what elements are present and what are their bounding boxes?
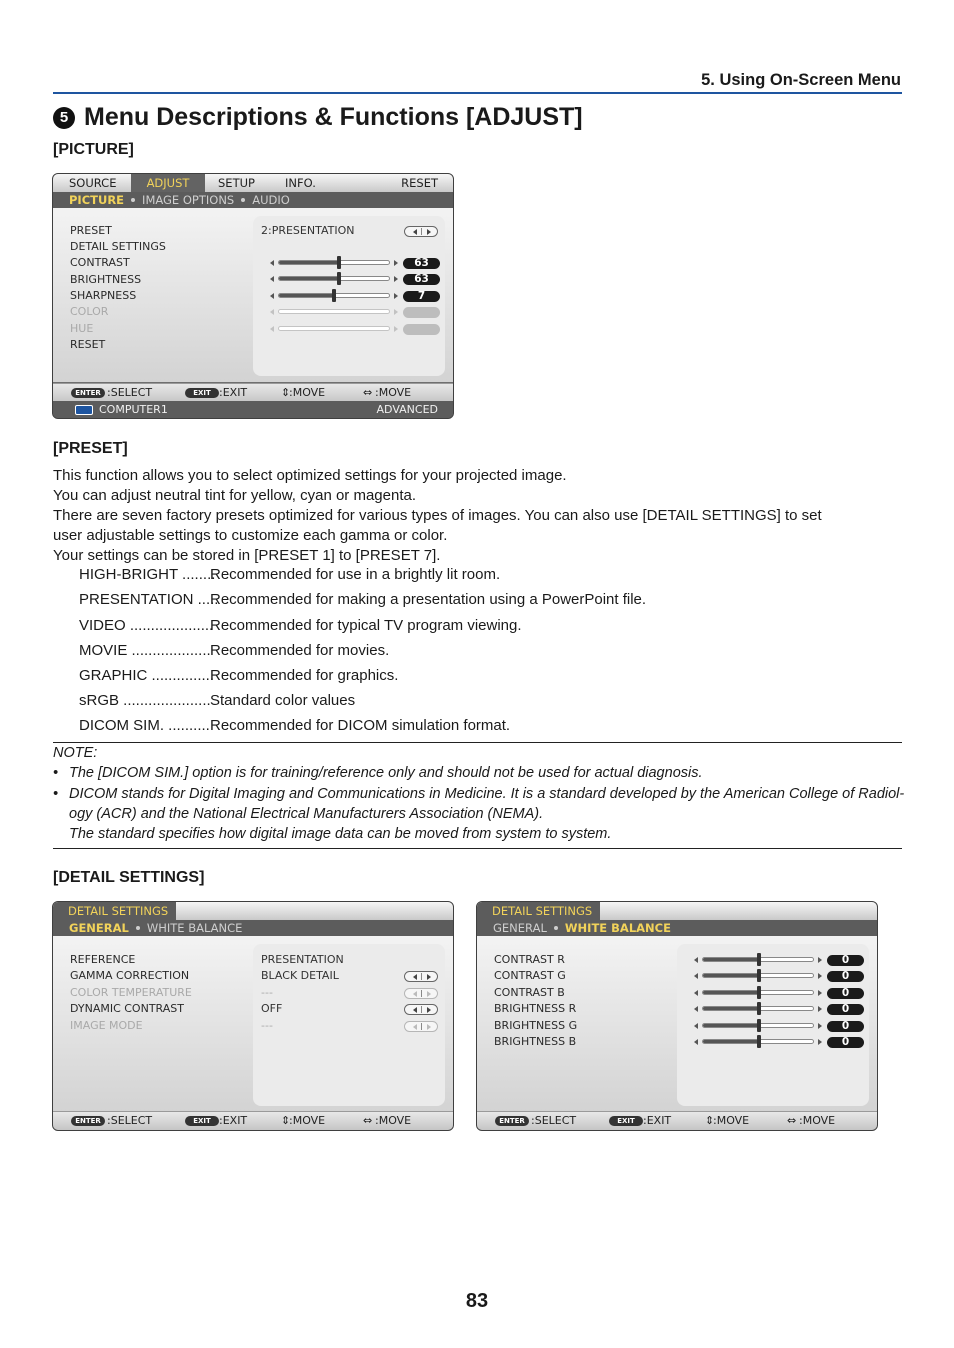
preset-name: PRESENTATION ..... xyxy=(79,591,219,608)
detail-general-osd-menu xyxy=(52,901,454,1131)
note-bullet xyxy=(53,763,902,783)
preset-list-item xyxy=(79,692,355,709)
separator-dot-icon xyxy=(136,926,140,930)
sharpness-value: 7 xyxy=(403,291,440,302)
exit-key-icon: EXIT xyxy=(609,1116,643,1126)
image-mode-selector xyxy=(404,1021,438,1032)
separator-dot-icon xyxy=(131,198,135,202)
preset-paragraph: Your settings can be stored in [PRESET 1] to [PRESET 7]. xyxy=(53,547,441,564)
subtab-general[interactable]: GENERAL xyxy=(69,921,129,935)
preset-value: 2:PRESENTATION xyxy=(261,224,355,237)
preset-paragraph: user adjustable settings to customize each gamma or color. xyxy=(53,527,448,544)
preset-heading: [PRESET] xyxy=(53,440,128,457)
contrast-b-value: 0 xyxy=(827,988,864,999)
separator-dot-icon xyxy=(554,926,558,930)
menu-item-contrast[interactable]: CONTRAST xyxy=(70,256,130,269)
subtab-general[interactable]: GENERAL xyxy=(493,921,547,935)
menu-item-brightness[interactable]: BRIGHTNESS xyxy=(70,273,142,286)
picture-osd-menu xyxy=(52,173,454,419)
note-text-continued: The standard specifies how digital image data can be moved from system to system. xyxy=(69,826,612,842)
osd-body xyxy=(53,208,453,382)
note-bullet xyxy=(53,784,905,804)
dynamic-contrast-value: OFF xyxy=(261,1002,283,1015)
left-arrow-icon xyxy=(270,326,274,332)
slider-handle[interactable] xyxy=(757,1019,761,1032)
move-leftright-hint: :MOVE xyxy=(375,1114,412,1127)
right-arrow-icon xyxy=(427,1007,431,1013)
leftright-arrows-icon: ⇔ xyxy=(363,1114,373,1127)
tab-reset[interactable]: RESET xyxy=(401,176,438,190)
move-leftright-hint: :MOVE xyxy=(799,1114,836,1127)
osd-tab-bar xyxy=(53,174,453,193)
left-arrow-icon xyxy=(413,229,417,235)
contrast-b-slider[interactable] xyxy=(702,990,814,995)
exit-hint: :EXIT xyxy=(219,386,248,399)
sharpness-slider[interactable] xyxy=(278,293,390,298)
contrast-slider[interactable] xyxy=(278,260,390,265)
exit-hint: :EXIT xyxy=(643,1114,672,1127)
move-leftright-hint: :MOVE xyxy=(375,386,412,399)
left-arrow-icon xyxy=(413,1024,417,1030)
preset-paragraph: There are seven factory presets optimized for various types of images. You can also use [DETAIL SETTINGS] to set xyxy=(53,507,822,524)
subtab-image-options[interactable]: IMAGE OPTIONS xyxy=(142,193,235,207)
menu-item-reference[interactable]: REFERENCE xyxy=(70,953,136,966)
left-arrow-icon[interactable] xyxy=(694,1023,698,1029)
right-arrow-icon xyxy=(394,309,398,315)
right-arrow-icon xyxy=(394,326,398,332)
menu-item-preset[interactable]: PRESET xyxy=(70,224,112,237)
left-arrow-icon[interactable] xyxy=(270,260,274,266)
menu-item-contrast-g[interactable]: CONTRAST G xyxy=(494,969,566,982)
osd-subtab-bar xyxy=(53,920,453,936)
note-text-continued: ogy (ACR) and the National Electrical Manufacturers Association (NEMA). xyxy=(69,806,544,822)
right-arrow-icon[interactable] xyxy=(394,260,398,266)
left-arrow-icon xyxy=(413,974,417,980)
detail-settings-heading: [DETAIL SETTINGS] xyxy=(53,869,205,886)
contrast-r-value: 0 xyxy=(827,955,864,966)
tab-source[interactable]: SOURCE xyxy=(69,176,117,190)
menu-item-detail-settings[interactable]: DETAIL SETTINGS xyxy=(70,240,166,253)
dynamic-contrast-selector[interactable] xyxy=(404,1004,438,1015)
color-temperature-value: --- xyxy=(261,986,273,999)
preset-list-item xyxy=(79,617,522,634)
color-value xyxy=(403,307,440,318)
enter-key-icon: ENTER xyxy=(71,388,105,398)
osd-tab-bar xyxy=(53,902,453,921)
color-slider xyxy=(278,309,390,314)
right-arrow-icon[interactable] xyxy=(818,957,822,963)
preset-paragraph: This function allows you to select optimized settings for your projected image. xyxy=(53,467,567,484)
enter-key-icon: ENTER xyxy=(495,1116,529,1126)
subtab-picture[interactable]: PICTURE xyxy=(69,193,125,207)
brightness-g-value: 0 xyxy=(827,1021,864,1032)
contrast-r-slider[interactable] xyxy=(702,957,814,962)
menu-item-brightness-r[interactable]: BRIGHTNESS R xyxy=(494,1002,577,1015)
slider-handle[interactable] xyxy=(337,256,341,269)
slider-handle[interactable] xyxy=(757,1035,761,1048)
left-arrow-icon[interactable] xyxy=(270,276,274,282)
right-arrow-icon xyxy=(427,974,431,980)
gamma-selector[interactable] xyxy=(404,971,438,982)
detail-white-balance-osd-menu xyxy=(476,901,878,1131)
osd-subtab-bar xyxy=(477,920,877,936)
panel-title: DETAIL SETTINGS xyxy=(477,902,600,920)
preset-name: MOVIE ................... xyxy=(79,642,211,659)
preset-name: sRGB ..................... xyxy=(79,692,211,709)
leftright-arrows-icon: ⇔ xyxy=(787,1114,797,1127)
left-arrow-icon xyxy=(270,309,274,315)
contrast-g-slider[interactable] xyxy=(702,973,814,978)
preset-name: HIGH-BRIGHT ........ xyxy=(79,566,216,583)
osd-subtab-bar xyxy=(53,192,453,208)
bullet-icon: • xyxy=(53,765,59,781)
bullet-icon: • xyxy=(53,786,59,802)
note-bottom-rule xyxy=(53,848,902,849)
right-arrow-icon[interactable] xyxy=(818,1006,822,1012)
left-arrow-icon xyxy=(413,991,417,997)
computer-source-icon xyxy=(75,405,93,415)
preset-name: GRAPHIC ............... xyxy=(79,667,215,684)
note-top-rule xyxy=(53,742,902,743)
tab-info[interactable]: INFO. xyxy=(285,176,316,190)
osd-body xyxy=(53,936,453,1112)
brightness-b-slider[interactable] xyxy=(702,1039,814,1044)
hue-value xyxy=(403,324,440,335)
right-arrow-icon xyxy=(427,1024,431,1030)
preset-description: Recommended for graphics. xyxy=(210,667,399,684)
tab-setup[interactable]: SETUP xyxy=(218,176,255,190)
preset-description: Recommended for use in a brightly lit room. xyxy=(210,566,501,583)
note-text: DICOM stands for Digital Imaging and Communications in Medicine. It is a standard developed by the American College of Radiol- xyxy=(69,786,905,802)
slider-handle[interactable] xyxy=(757,969,761,982)
move-updown-hint: :MOVE xyxy=(289,386,326,399)
slider-handle[interactable] xyxy=(757,1002,761,1015)
image-mode-value: --- xyxy=(261,1019,273,1032)
note-label: NOTE: xyxy=(53,745,98,761)
panel-title: DETAIL SETTINGS xyxy=(53,902,176,920)
brightness-r-value: 0 xyxy=(827,1004,864,1015)
osd-tab-bar xyxy=(477,902,877,921)
menu-item-color-temperature: COLOR TEMPERATURE xyxy=(70,986,192,999)
right-arrow-icon[interactable] xyxy=(394,293,398,299)
left-arrow-icon[interactable] xyxy=(694,990,698,996)
slider-handle[interactable] xyxy=(757,986,761,999)
subtab-audio[interactable]: AUDIO xyxy=(252,193,290,207)
contrast-g-value: 0 xyxy=(827,971,864,982)
preset-list-item xyxy=(79,566,500,583)
subtab-white-balance[interactable]: WHITE BALANCE xyxy=(564,921,671,935)
menu-item-contrast-r[interactable]: CONTRAST R xyxy=(494,953,565,966)
color-temperature-selector xyxy=(404,988,438,999)
section-number-badge: 5 xyxy=(53,107,75,129)
move-updown-hint: :MOVE xyxy=(713,1114,750,1127)
enter-key-icon: ENTER xyxy=(71,1116,105,1126)
right-arrow-icon xyxy=(427,229,431,235)
header-rule xyxy=(53,92,902,94)
menu-item-image-mode: IMAGE MODE xyxy=(70,1019,143,1032)
left-arrow-icon[interactable] xyxy=(270,293,274,299)
preset-paragraph: You can adjust neutral tint for yellow, cyan or magenta. xyxy=(53,487,416,504)
contrast-value: 63 xyxy=(403,258,440,269)
right-arrow-icon[interactable] xyxy=(394,276,398,282)
reference-value: PRESENTATION xyxy=(261,953,344,966)
chapter-title: 5. Using On-Screen Menu xyxy=(701,71,901,89)
status-source: COMPUTER1 xyxy=(99,403,168,416)
hue-slider xyxy=(278,326,390,331)
exit-key-icon: EXIT xyxy=(185,388,219,398)
note-text: The [DICOM SIM.] option is for training/reference only and should not be used for actual diagnosis. xyxy=(69,765,703,781)
updown-arrows-icon: ⇕ xyxy=(281,386,291,399)
page-title-text: Menu Descriptions & Functions [ADJUST] xyxy=(84,103,583,131)
right-arrow-icon[interactable] xyxy=(818,973,822,979)
left-arrow-icon[interactable] xyxy=(694,1039,698,1045)
preset-list-item xyxy=(79,642,389,659)
preset-list-item xyxy=(79,667,398,684)
menu-item-brightness-b[interactable]: BRIGHTNESS B xyxy=(494,1035,577,1048)
leftright-arrows-icon: ⇔ xyxy=(363,386,373,399)
separator-dot-icon xyxy=(241,198,245,202)
tab-adjust[interactable]: ADJUST xyxy=(131,174,205,192)
page-number: 83 xyxy=(465,1290,489,1312)
osd-key-guide xyxy=(53,1111,453,1130)
menu-item-hue: HUE xyxy=(70,322,94,335)
picture-heading: [PICTURE] xyxy=(53,141,134,158)
slider-handle[interactable] xyxy=(332,289,336,302)
select-hint: :SELECT xyxy=(107,386,153,399)
select-hint: :SELECT xyxy=(531,1114,577,1127)
slider-handle[interactable] xyxy=(757,953,761,966)
menu-item-color: COLOR xyxy=(70,305,109,318)
preset-description: Recommended for making a presentation using a PowerPoint file. xyxy=(210,591,647,608)
status-mode: ADVANCED xyxy=(376,403,438,416)
menu-item-contrast-b[interactable]: CONTRAST B xyxy=(494,986,565,999)
osd-key-guide xyxy=(53,383,453,402)
left-arrow-icon xyxy=(413,1007,417,1013)
subtab-white-balance[interactable]: WHITE BALANCE xyxy=(146,921,243,935)
preset-description: Recommended for movies. xyxy=(210,642,390,659)
right-arrow-icon[interactable] xyxy=(818,1023,822,1029)
brightness-slider[interactable] xyxy=(278,276,390,281)
preset-description: Recommended for DICOM simulation format. xyxy=(210,717,511,734)
menu-item-brightness-g[interactable]: BRIGHTNESS G xyxy=(494,1019,578,1032)
preset-description: Standard color values xyxy=(210,692,356,709)
updown-arrows-icon: ⇕ xyxy=(705,1114,715,1127)
updown-arrows-icon: ⇕ xyxy=(281,1114,291,1127)
menu-item-sharpness[interactable]: SHARPNESS xyxy=(70,289,137,302)
osd-body xyxy=(477,936,877,1112)
left-arrow-icon[interactable] xyxy=(694,957,698,963)
select-hint: :SELECT xyxy=(107,1114,153,1127)
brightness-value: 63 xyxy=(403,274,440,285)
page-title xyxy=(53,103,583,132)
gamma-correction-value: BLACK DETAIL xyxy=(261,969,339,982)
preset-list-item xyxy=(79,591,646,608)
move-updown-hint: :MOVE xyxy=(289,1114,326,1127)
preset-list-item xyxy=(79,717,510,734)
preset-selector[interactable] xyxy=(404,226,438,237)
brightness-r-slider[interactable] xyxy=(702,1006,814,1011)
menu-item-gamma-correction[interactable]: GAMMA CORRECTION xyxy=(70,969,190,982)
osd-key-guide xyxy=(477,1111,877,1130)
preset-description: Recommended for typical TV program viewing. xyxy=(210,617,522,634)
exit-hint: :EXIT xyxy=(219,1114,248,1127)
menu-item-dynamic-contrast[interactable]: DYNAMIC CONTRAST xyxy=(70,1002,184,1015)
brightness-g-slider[interactable] xyxy=(702,1023,814,1028)
right-arrow-icon[interactable] xyxy=(818,990,822,996)
right-arrow-icon[interactable] xyxy=(818,1039,822,1045)
preset-name: VIDEO .................... xyxy=(79,617,214,634)
preset-name: DICOM SIM. .......... xyxy=(79,717,210,734)
exit-key-icon: EXIT xyxy=(185,1116,219,1126)
osd-status-bar xyxy=(53,401,453,418)
brightness-b-value: 0 xyxy=(827,1037,864,1048)
slider-handle[interactable] xyxy=(337,272,341,285)
left-arrow-icon[interactable] xyxy=(694,1006,698,1012)
right-arrow-icon xyxy=(427,991,431,997)
left-arrow-icon[interactable] xyxy=(694,973,698,979)
menu-item-reset[interactable]: RESET xyxy=(70,338,106,351)
